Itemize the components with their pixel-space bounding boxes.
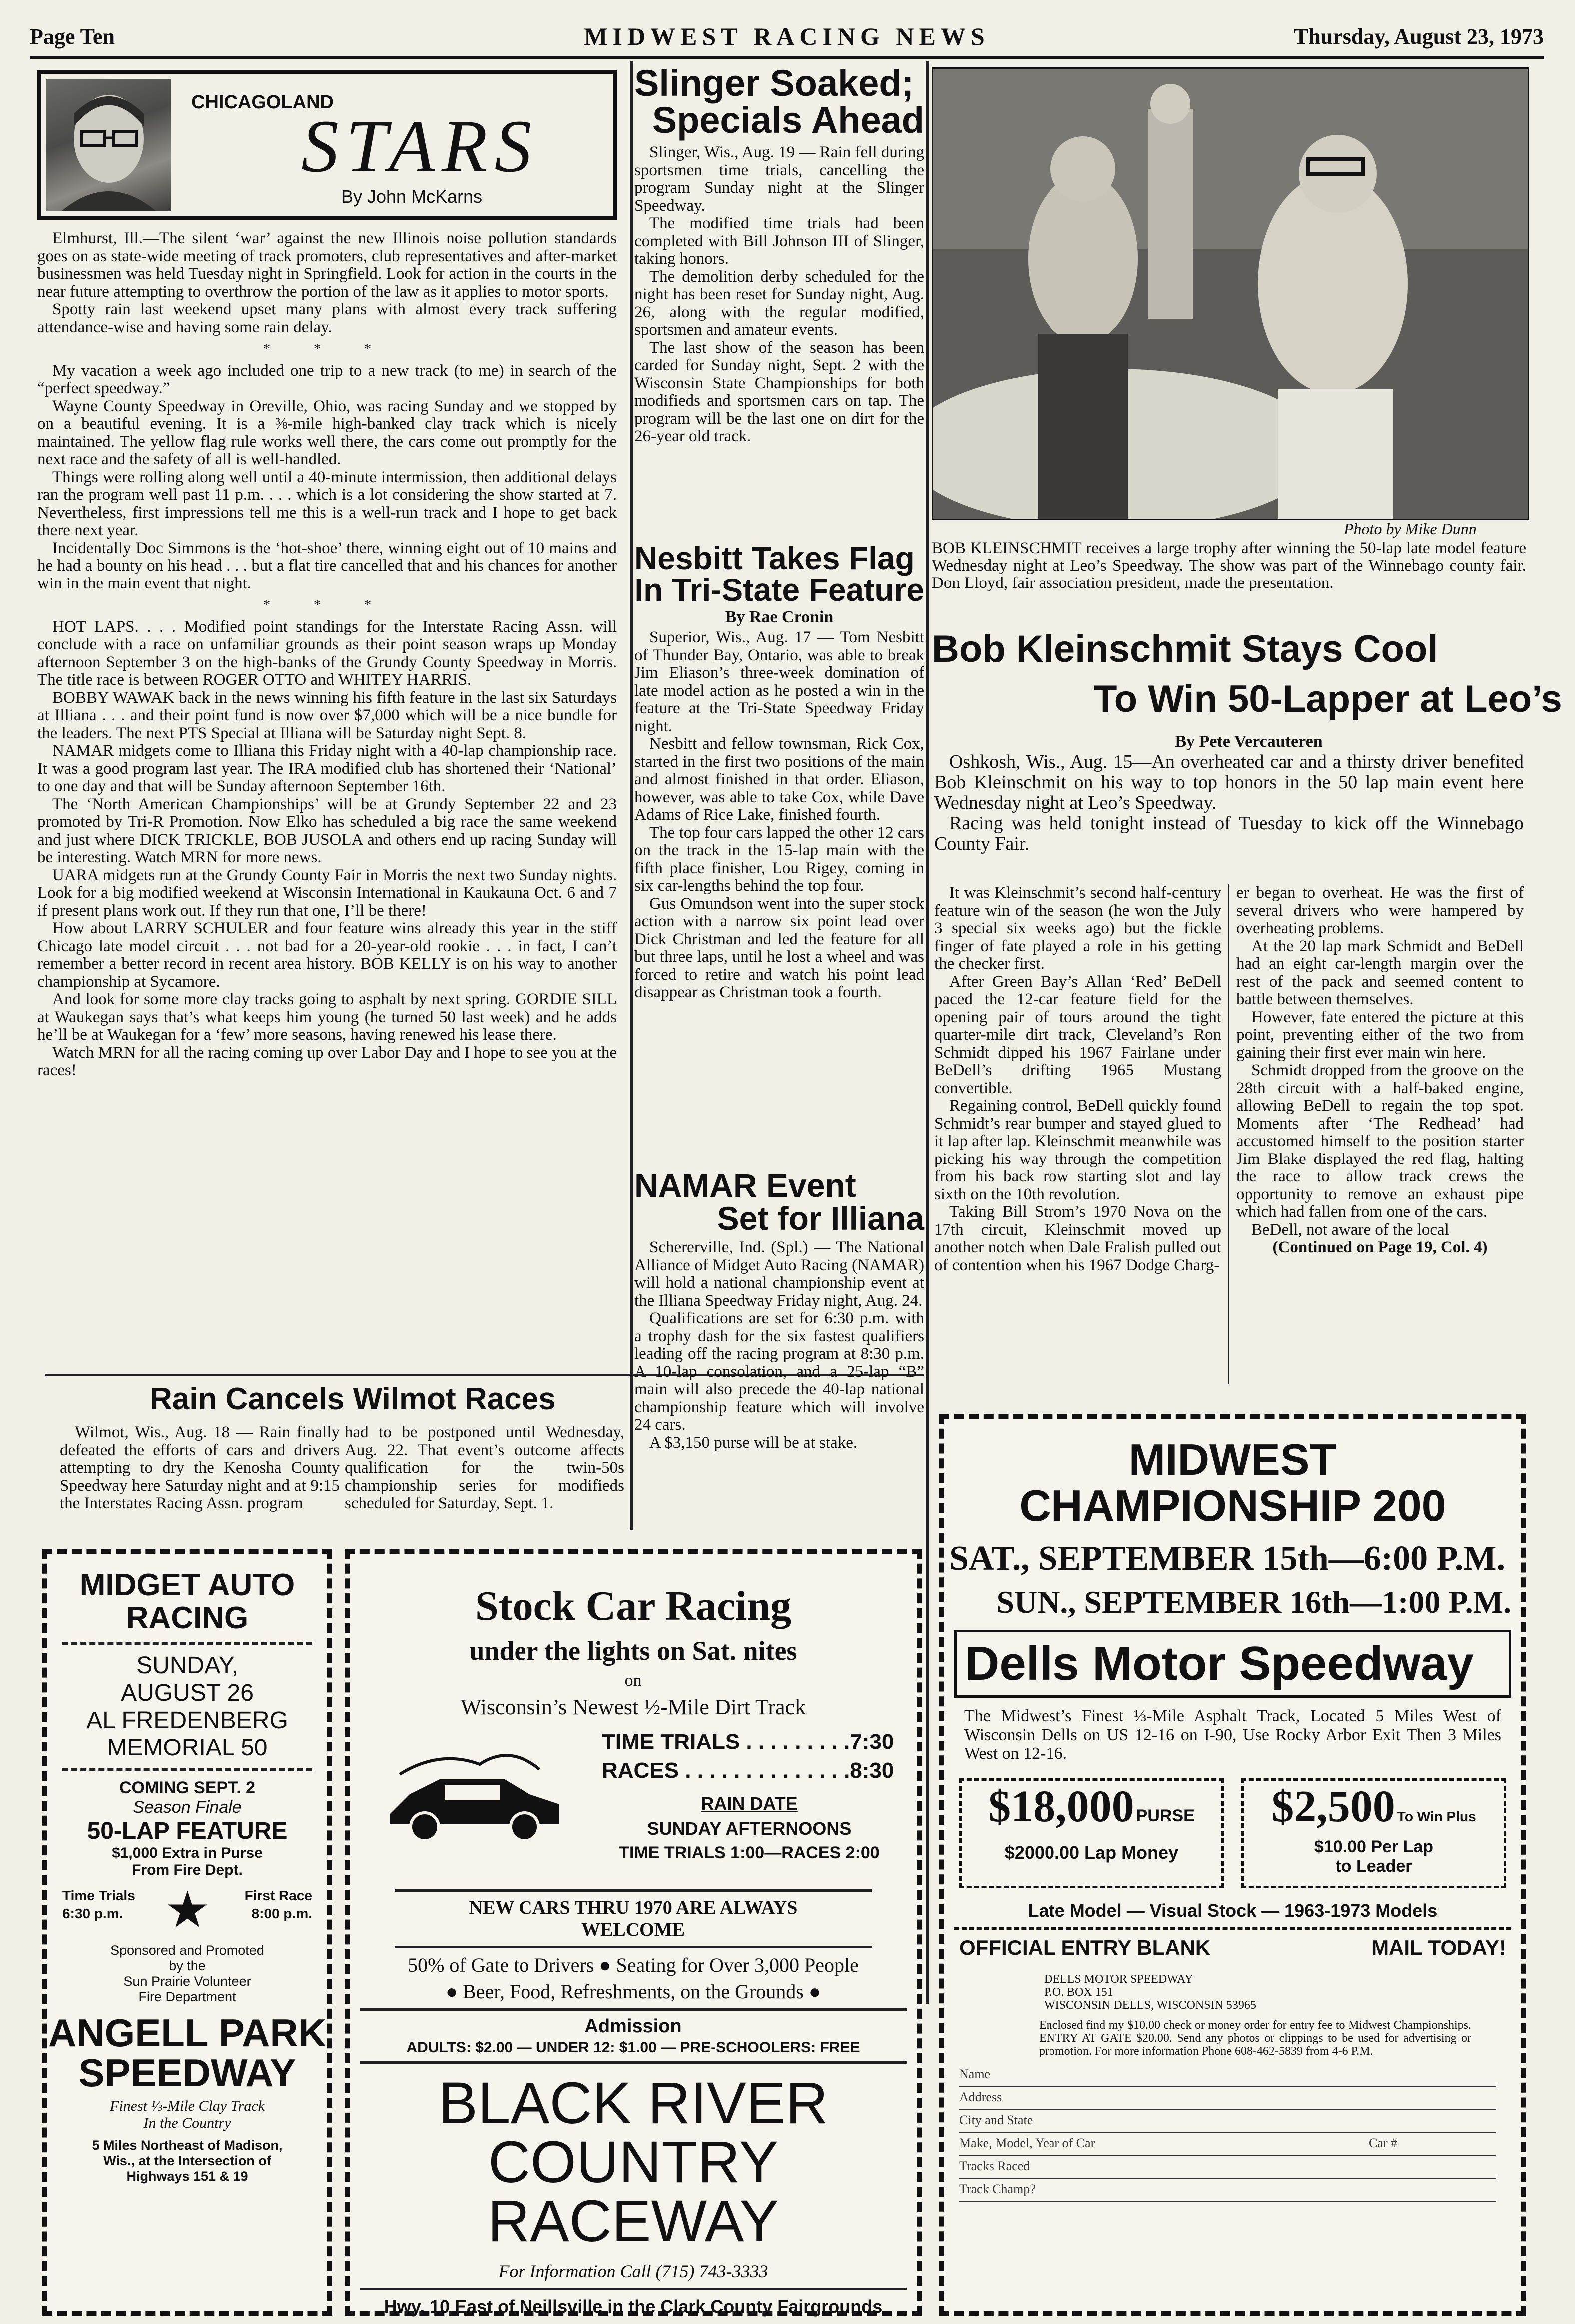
article-paragraph: BeDell, not aware of the local — [1251, 1220, 1449, 1239]
column-divider — [1228, 884, 1229, 1384]
column-divider — [630, 61, 633, 1530]
masthead — [30, 15, 1544, 55]
ad-extra: $1,000 Extra in Purse — [112, 1845, 263, 1861]
article-paragraph: Watch MRN for all the racing coming up over Labor Day and I hope to see you at the races! — [37, 1043, 617, 1079]
ad-event: MEMORIAL 50 — [107, 1735, 268, 1761]
ad-dells — [939, 1414, 1526, 2316]
ad-time-trials: TIME TRIALS . . . . . . . . .7:30 — [602, 1730, 894, 1754]
kleinschmit-headline-1: Bob Kleinschmit Stays Cool — [932, 628, 1438, 670]
ad-feature: 50-LAP FEATURE — [87, 1818, 288, 1844]
ad-desc: Finest ⅓-Mile Clay Track — [110, 2098, 265, 2114]
ad-angell-park — [42, 1549, 332, 2316]
ad-sponsor: Sponsored and Promoted — [110, 1943, 264, 1958]
ad-name: COUNTRY RACEWAY — [487, 2129, 779, 2254]
article-paragraph: After Green Bay’s Allan ‘Red’ BeDell paced the 12-car feature field for the opening pair of tours around the tight quarter-mile dirt track, Cleveland’s Ron Schmidt dipped his 1967 Fairlane under BeDell’s drifting 1965 Mustang convertible. — [934, 972, 1221, 1097]
ad-date: AUGUST 26 — [121, 1680, 254, 1706]
ad-subtitle: under the lights on Sat. nites — [469, 1636, 797, 1666]
article-paragraph: Taking Bill Strom’s 1970 Nova on the 17th circuit, Kleinschmit moved up another notch when Dale Fralish pulled out of contention when his 1967 Dodge Charg- — [934, 1203, 1221, 1274]
section-separator: * * * — [263, 597, 391, 613]
article-paragraph: Qualifications are set for 6:30 p.m. with a trophy dash for the six fastest qualifiers leading off the racing program at 8:30 p.m. A 10-lap consolation, and a 25-lap “B” main will also precede the 40-lap national championship feature which will involve 24 cars. — [634, 1309, 924, 1434]
ad-gate: 50% of Gate to Drivers ● Seating for Over 3,000 People — [408, 1954, 859, 1976]
newspaper-title: MIDWEST RACING NEWS — [584, 22, 990, 50]
article-paragraph: er began to overheat. He was the first of several drivers who were hampered by overheating problems. — [1236, 884, 1524, 937]
article-paragraph: However, fate entered the picture at this point, preventing either of the two from gaining their first ever main win here. — [1236, 1008, 1524, 1062]
kleinschmit-headline-2: To Win 50-Lapper at Leo’s — [1094, 678, 1562, 720]
ad-to-leader: to Leader — [1335, 1857, 1412, 1876]
ad-on: on — [624, 1671, 642, 1690]
article-paragraph: BOBBY WAWAK back in the news winning his fifth feature in the last six Saturdays at Illiana . . . and their point fund is now over $7,000 which will be a nice bundle for the leaders. The next PTS Special at Illiana will be Saturday night Sept. 8. — [37, 688, 617, 742]
ad-sunday: SUNDAY AFTERNOONS — [647, 1818, 852, 1839]
nesbitt-byline: By Rae Cronin — [725, 608, 834, 626]
ad-event: AL FREDENBERG — [86, 1707, 288, 1734]
ad-win-label: To Win Plus — [1397, 1809, 1476, 1824]
article-paragraph: The demolition derby scheduled for the night has been reset for Sunday night, Aug. 26, along with the regular modified, sportsmen and amateur events. — [634, 267, 924, 339]
namar-headline-2: Set for Illiana — [717, 1200, 924, 1237]
article-paragraph: Elmhurst, Ill.—The silent ‘war’ against the new Illinois noise pollution standards goes on as state-wide meeting of track promoters, club representatives and after-market businessmen was held Tuesday night in Springfield. Look for action in the courts in the near future attempting to overthrow the portion of the law as it applies to motor sports. — [37, 229, 617, 301]
column-byline: By John McKarns — [341, 186, 483, 207]
article-paragraph: HOT LAPS. . . . Modified point standings for the Interstate Racing Assn. will conclude with a race on unfamiliar grounds as their point season wraps up Monday afternoon September 3 on the high-banks of the Grundy County Speedway in Morris. The title race is between ROGER OTTO and WHITEY HARRIS. — [37, 617, 617, 689]
ad-new-cars: NEW CARS THRU 1970 ARE ALWAYS — [469, 1897, 798, 1918]
ad-coming: COMING SEPT. 2 — [119, 1778, 256, 1797]
article-paragraph: Regaining control, BeDell quickly found Schmidt’s rear bumper and stayed glued to it lap after lap. Kleinschmit meanwhile was picking his way through the competition from his back row starting slot and lay sixth on the 10th revolution. — [934, 1097, 1221, 1203]
ad-races: RACES . . . . . . . . . . . . . .8:30 — [602, 1758, 894, 1783]
kleinschmit-col-1 — [934, 884, 1221, 1274]
ad-day: SUNDAY, — [136, 1652, 238, 1679]
article-paragraph: UARA midgets run at the Grundy County Fair in Morris the next two Sunday nights. Look for a big modified weekend at Wisconsin International in Kaukauna Oct. 6 and 7 if present plans work out. If they run that one, I’ll be there! — [37, 866, 617, 920]
make-model-field-label: Make, Model, Year of Car — [959, 2136, 1095, 2150]
columnist-portrait-icon — [46, 79, 171, 211]
article-paragraph: Incidentally Doc Simmons is the ‘hot-shoe’ there, winning eight out of 10 mains and he had a bounty on his head . . . but a flat tire cancelled that and his chances for another win in the main event that night. — [37, 539, 617, 592]
ad-time-trials-time: 6:30 p.m. — [62, 1906, 123, 1921]
ad-date: SAT., SEPTEMBER 15th—6:00 P.M. — [949, 1539, 1505, 1578]
ad-sponsor: Fire Department — [138, 1989, 236, 2004]
article-lead: Racing was held tonight instead of Tuesday to kick off the Winnebago County Fair. — [934, 813, 1524, 854]
ad-date: SUN., SEPTEMBER 16th—1:00 P.M. — [996, 1584, 1511, 1620]
race-car-icon — [380, 1740, 569, 1849]
ad-new-cars: WELCOME — [581, 1919, 685, 1940]
article-paragraph: Wayne County Speedway in Oreville, Ohio, was racing Sunday and we stopped by on a beautiful evening. It is a ⅜-mile high-banked clay track which is nicely maintained. The yellow flag rule works well there, the cars come out promptly for the next race and the safety of all is well-handled. — [37, 397, 617, 468]
article-paragraph: Slinger, Wis., Aug. 19 — Rain fell during sportsmen time trials, cancelling the program Sunday night at the Slinger Speedway. — [634, 143, 924, 215]
stars-column-body — [37, 230, 617, 1080]
issue-date: Thursday, August 23, 1973 — [1293, 24, 1544, 49]
ad-address: WISCONSIN DELLS, WISCONSIN 53965 — [1044, 1999, 1256, 2012]
article-paragraph: Nesbitt and fellow townsman, Rick Cox, started in the first two positions of the main and almost finished in that order. Eliason, however, was able to take Cox, while Dave Adams of Rice Lake, finished fourth. — [634, 735, 924, 824]
ad-mail-today: MAIL TODAY! — [1371, 1936, 1506, 1959]
ad-per-lap: $10.00 Per Lap — [1314, 1837, 1434, 1856]
ad-name: BLACK RIVER — [438, 2070, 828, 2136]
ad-track-name: SPEEDWAY — [78, 2051, 296, 2095]
section-separator: * * * — [263, 341, 391, 357]
kleinschmit-lead — [934, 752, 1524, 854]
stars-header-box — [37, 70, 617, 220]
article-lead: Oshkosh, Wis., Aug. 15—An overheated car and a thirsty driver benefited Bob Kleinschmit on his way to top honors in the 50 lap main event here Wednesday night at Leo’s Speedway. — [934, 751, 1524, 813]
name-field[interactable] — [959, 2067, 1496, 2087]
star-icon: ★ — [167, 1885, 208, 1935]
ad-sponsor: Sun Prairie Volunteer — [123, 1974, 251, 1989]
article-paragraph: NAMAR midgets come to Illiana this Friday night with a 40-lap championship race. It was a good program last year. The IRA modified club has shortened their ‘National’ to one day and that will be Sunday afternoon September 16th. — [37, 742, 617, 795]
ad-purse: $18,000 — [988, 1782, 1134, 1831]
ad-prices: ADULTS: $2.00 — UNDER 12: $1.00 — PRE-SCHOOLERS: FREE — [406, 2039, 860, 2056]
article-paragraph: My vacation a week ago included one trip to a new track (to me) in search of the “perfect speedway.” — [37, 361, 617, 397]
ad-extra: From Fire Dept. — [132, 1862, 243, 1878]
slinger-headline-1: Slinger Soaked; — [634, 62, 914, 104]
ad-title: RACING — [126, 1601, 249, 1635]
ad-time-trials-label: Time Trials — [62, 1888, 135, 1903]
namar-headline-1: NAMAR Event — [634, 1167, 856, 1204]
car-number-field-label: Car # — [1369, 2136, 1398, 2150]
make-model-field[interactable] — [959, 2136, 1496, 2156]
photo-caption: BOB KLEINSCHMIT receives a large trophy after winning the 50-lap late model feature Wednesday night at Leo’s Speedway. The show was part of the Winnebago county fair. Don Lloyd, fair association president, made the presentation. — [932, 539, 1526, 592]
ad-sponsor: by the — [169, 1958, 206, 1973]
ad-track-name: ANGELL PARK — [48, 2011, 327, 2055]
ad-location: 5 Miles Northeast of Madison, — [92, 2138, 283, 2153]
city-state-field-label: City and State — [959, 2113, 1033, 2127]
address-field[interactable] — [959, 2090, 1496, 2110]
ad-address: P.O. BOX 151 — [1044, 1986, 1113, 1999]
ad-track: Dells Motor Speedway — [965, 1637, 1474, 1690]
ad-location: Highways 151 & 19 — [126, 2169, 248, 2184]
article-paragraph: Things were rolling along well until a 40-minute intermission, then additional delays ran the program well past 11 p.m. . . . which is a lot considering the show started at 7. Nevertheless, first impressions tell me this is a well-run track and I hope to get back there next year. — [37, 468, 617, 539]
name-field-label: Name — [959, 2067, 991, 2081]
ad-title: MIDWEST — [1128, 1435, 1337, 1484]
ad-location: Hwy. 10 East of Neillsville in the Clark County Fairgrounds — [384, 2296, 883, 2317]
article-paragraph: The modified time trials had been completed with Bill Johnson III of Slinger, taking honors. — [634, 214, 924, 268]
ad-win-amount: $2,500 — [1271, 1782, 1395, 1831]
trophy-presentation-image — [933, 69, 1528, 519]
nesbitt-article — [634, 542, 924, 1002]
columnist-photo — [46, 79, 171, 211]
ad-classes: Late Model — Visual Stock — 1963-1973 Models — [1028, 1900, 1438, 1921]
article-paragraph: Schmidt dropped from the groove on the 28th circuit with a half-baked engine, allowing BeDell to regain the top spot. Moments after ‘The Redhead’ had accustomed himself to the position starter Jim Blake displayed the red flag, halting the race to allow track crews the opportunity to remove an exhaust pipe which had fallen from one of the cars. — [1236, 1061, 1524, 1221]
article-paragraph: A $3,150 purse will be at stake. — [649, 1433, 858, 1452]
article-paragraph: Gus Omundson went into the super stock action with a narrow six point lead over Dick Christman and led the feature for all but three laps, until he lost a wheel and was forced to retire and watch his point lead disappear as Christman took a fourth. — [634, 894, 924, 1001]
photo-credit: Photo by Mike Dunn — [1344, 520, 1477, 538]
article-paragraph: The top four cars lapped the other 12 cars on the track in the 15-lap main with the fifth place finisher, Lou Rigey, coming in six car-lengths behind the top four. — [634, 823, 924, 895]
ad-fine-print: Enclosed find my $10.00 check or money order for entry fee to Midwest Championships. ENTRY AT GATE $20.00. Send any photos or clippings to be used for advertising or promotion. For more information Phone 608-462-5839 from 4-6 P.M. — [1039, 2019, 1471, 2058]
ad-first-race-time: 8:00 p.m. — [251, 1906, 312, 1921]
article-paragraph: Spotty rain last weekend upset many plans with almost every track suffering attendance-wise and having some rain delay. — [37, 300, 617, 336]
ad-sunday-times: TIME TRIALS 1:00—RACES 2:00 — [619, 1843, 880, 1862]
namar-article — [634, 1169, 924, 1452]
article-paragraph: The last show of the season has been carded for Sunday night, Sept. 2 with the Wisconsin State Championships for both modifieds and sportsmen cars on tap. The program will be the last one on dirt for the 26-year old track. — [634, 338, 924, 445]
column-kicker: CHICAGOLAND — [191, 92, 334, 113]
article-paragraph: Wilmot, Wis., Aug. 18 — Rain finally defeated the efforts of cars and drivers attempting to dry the Kenosha County Speedway here Saturday night and at 9:15 the Interstates Racing Assn. program — [60, 1423, 340, 1512]
ad-address: DELLS MOTOR SPEEDWAY — [1044, 1973, 1193, 1986]
ad-finale: Season Finale — [133, 1798, 242, 1817]
ad-black-river — [345, 1549, 922, 2316]
wilmot-headline: Rain Cancels Wilmot Races — [150, 1382, 556, 1416]
article-paragraph: Superior, Wis., Aug. 17 — Tom Nesbitt of Thunder Bay, Ontario, was able to break Jim Eliason’s three-week domination of late model action as he posted a win in the feature at the Tri-State Speedway Friday night. — [634, 628, 924, 735]
ad-food: ● Beer, Food, Refreshments, on the Grounds ● — [445, 1980, 821, 2003]
kleinschmit-byline: By Pete Vercauteren — [1175, 732, 1323, 751]
nesbitt-headline-1: Nesbitt Takes Flag — [634, 540, 915, 576]
kleinschmit-col-2 — [1236, 884, 1524, 1257]
ad-location: Wis., at the Intersection of — [103, 2153, 271, 2168]
tracks-raced-field[interactable] — [959, 2159, 1496, 2179]
ad-info: For Information Call (715) 743-3333 — [498, 2261, 768, 2281]
article-paragraph: At the 20 lap mark Schmidt and BeDell had an eight car-length margin over the rest of the pack and seemed content to battle between themselves. — [1236, 937, 1524, 1008]
trophy-photo — [932, 67, 1529, 520]
article-paragraph: And look for some more clay tracks going to asphalt by next spring. GORDIE SILL at Waukegan says that’s what keeps him young (he turned 50 last week) and he adds he’ll be at Waukegan for a ‘few’ more seasons, having renewed his lease there. — [37, 990, 617, 1044]
slinger-article — [634, 62, 924, 446]
column-divider — [926, 61, 929, 2004]
ad-admission: Admission — [584, 2016, 682, 2037]
address-field-label: Address — [959, 2090, 1002, 2104]
ad-track: Wisconsin’s Newest ½-Mile Dirt Track — [460, 1695, 806, 1719]
ad-title: Stock Car Racing — [475, 1583, 792, 1629]
article-paragraph: How about LARRY SCHULER and four feature wins already this year in the stiff Chicago late model circuit . . . not bad for a 20-year-old rookie . . . in fact, I can’t remember a better record in recent area history. BOB KELLY is on his way to another championship at Sycamore. — [37, 919, 617, 991]
article-paragraph: Schererville, Ind. (Spl.) — The National Alliance of Midget Auto Racing (NAMAR) will hold a national championship event at the Illiana Speedway Friday night, Aug. 24. — [634, 1238, 924, 1310]
nesbitt-headline-2: In Tri-State Feature — [634, 572, 924, 608]
ad-desc: In the Country — [143, 2115, 231, 2131]
column-title: STARS — [301, 105, 539, 188]
ad-entry-blank: OFFICIAL ENTRY BLANK — [959, 1936, 1211, 1959]
track-champ-field[interactable] — [959, 2182, 1496, 2202]
masthead-rule — [30, 56, 1544, 59]
slinger-headline-2: Specials Ahead — [652, 99, 924, 141]
track-champ-field-label: Track Champ? — [959, 2182, 1036, 2196]
tracks-raced-field-label: Tracks Raced — [959, 2159, 1030, 2173]
page-number: Page Ten — [30, 24, 115, 49]
ad-purse-label: PURSE — [1136, 1806, 1195, 1825]
article-paragraph: had to be postponed until Wednesday, Aug. 22. That event’s outcome affects qualification for the twin-50s championship series for modifieds scheduled for Saturday, Sept. 1. — [345, 1423, 624, 1512]
ad-rain-date: RAIN DATE — [701, 1793, 798, 1814]
article-paragraph: It was Kleinschmit’s second half-century feature win of the season (he won the July 3 special six weeks ago) but the fickle finger of fate played a role in his getting the checker first. — [934, 884, 1221, 973]
city-state-field[interactable] — [959, 2113, 1496, 2133]
ad-title: CHAMPIONSHIP 200 — [1019, 1481, 1446, 1530]
continued-note: (Continued on Page 19, Col. 4) — [1272, 1238, 1488, 1256]
ad-title: MIDGET AUTO — [79, 1568, 295, 1602]
ad-lap-money: $2000.00 Lap Money — [1004, 1842, 1179, 1863]
wilmot-col-2 — [345, 1424, 624, 1513]
ad-desc: The Midwest’s Finest ⅓-Mile Asphalt Track, Located 5 Miles West of Wisconsin Dells on US 12-16 on I-90, Use Rocky Arbor Exit Then 3 Miles West on 12-16. — [964, 1707, 1501, 1763]
wilmot-col-1 — [60, 1424, 340, 1513]
article-paragraph: The ‘North American Championships’ will be at Grundy September 22 and 23 promoted by Tri-R Promotion. Now Elko has scheduled a big race the same weekend and just where DICK TRICKLE, BOB JUSOLA and others end up racing Sunday will be interesting. Watch MRN for more news. — [37, 795, 617, 866]
ad-first-race-label: First Race — [244, 1888, 312, 1903]
